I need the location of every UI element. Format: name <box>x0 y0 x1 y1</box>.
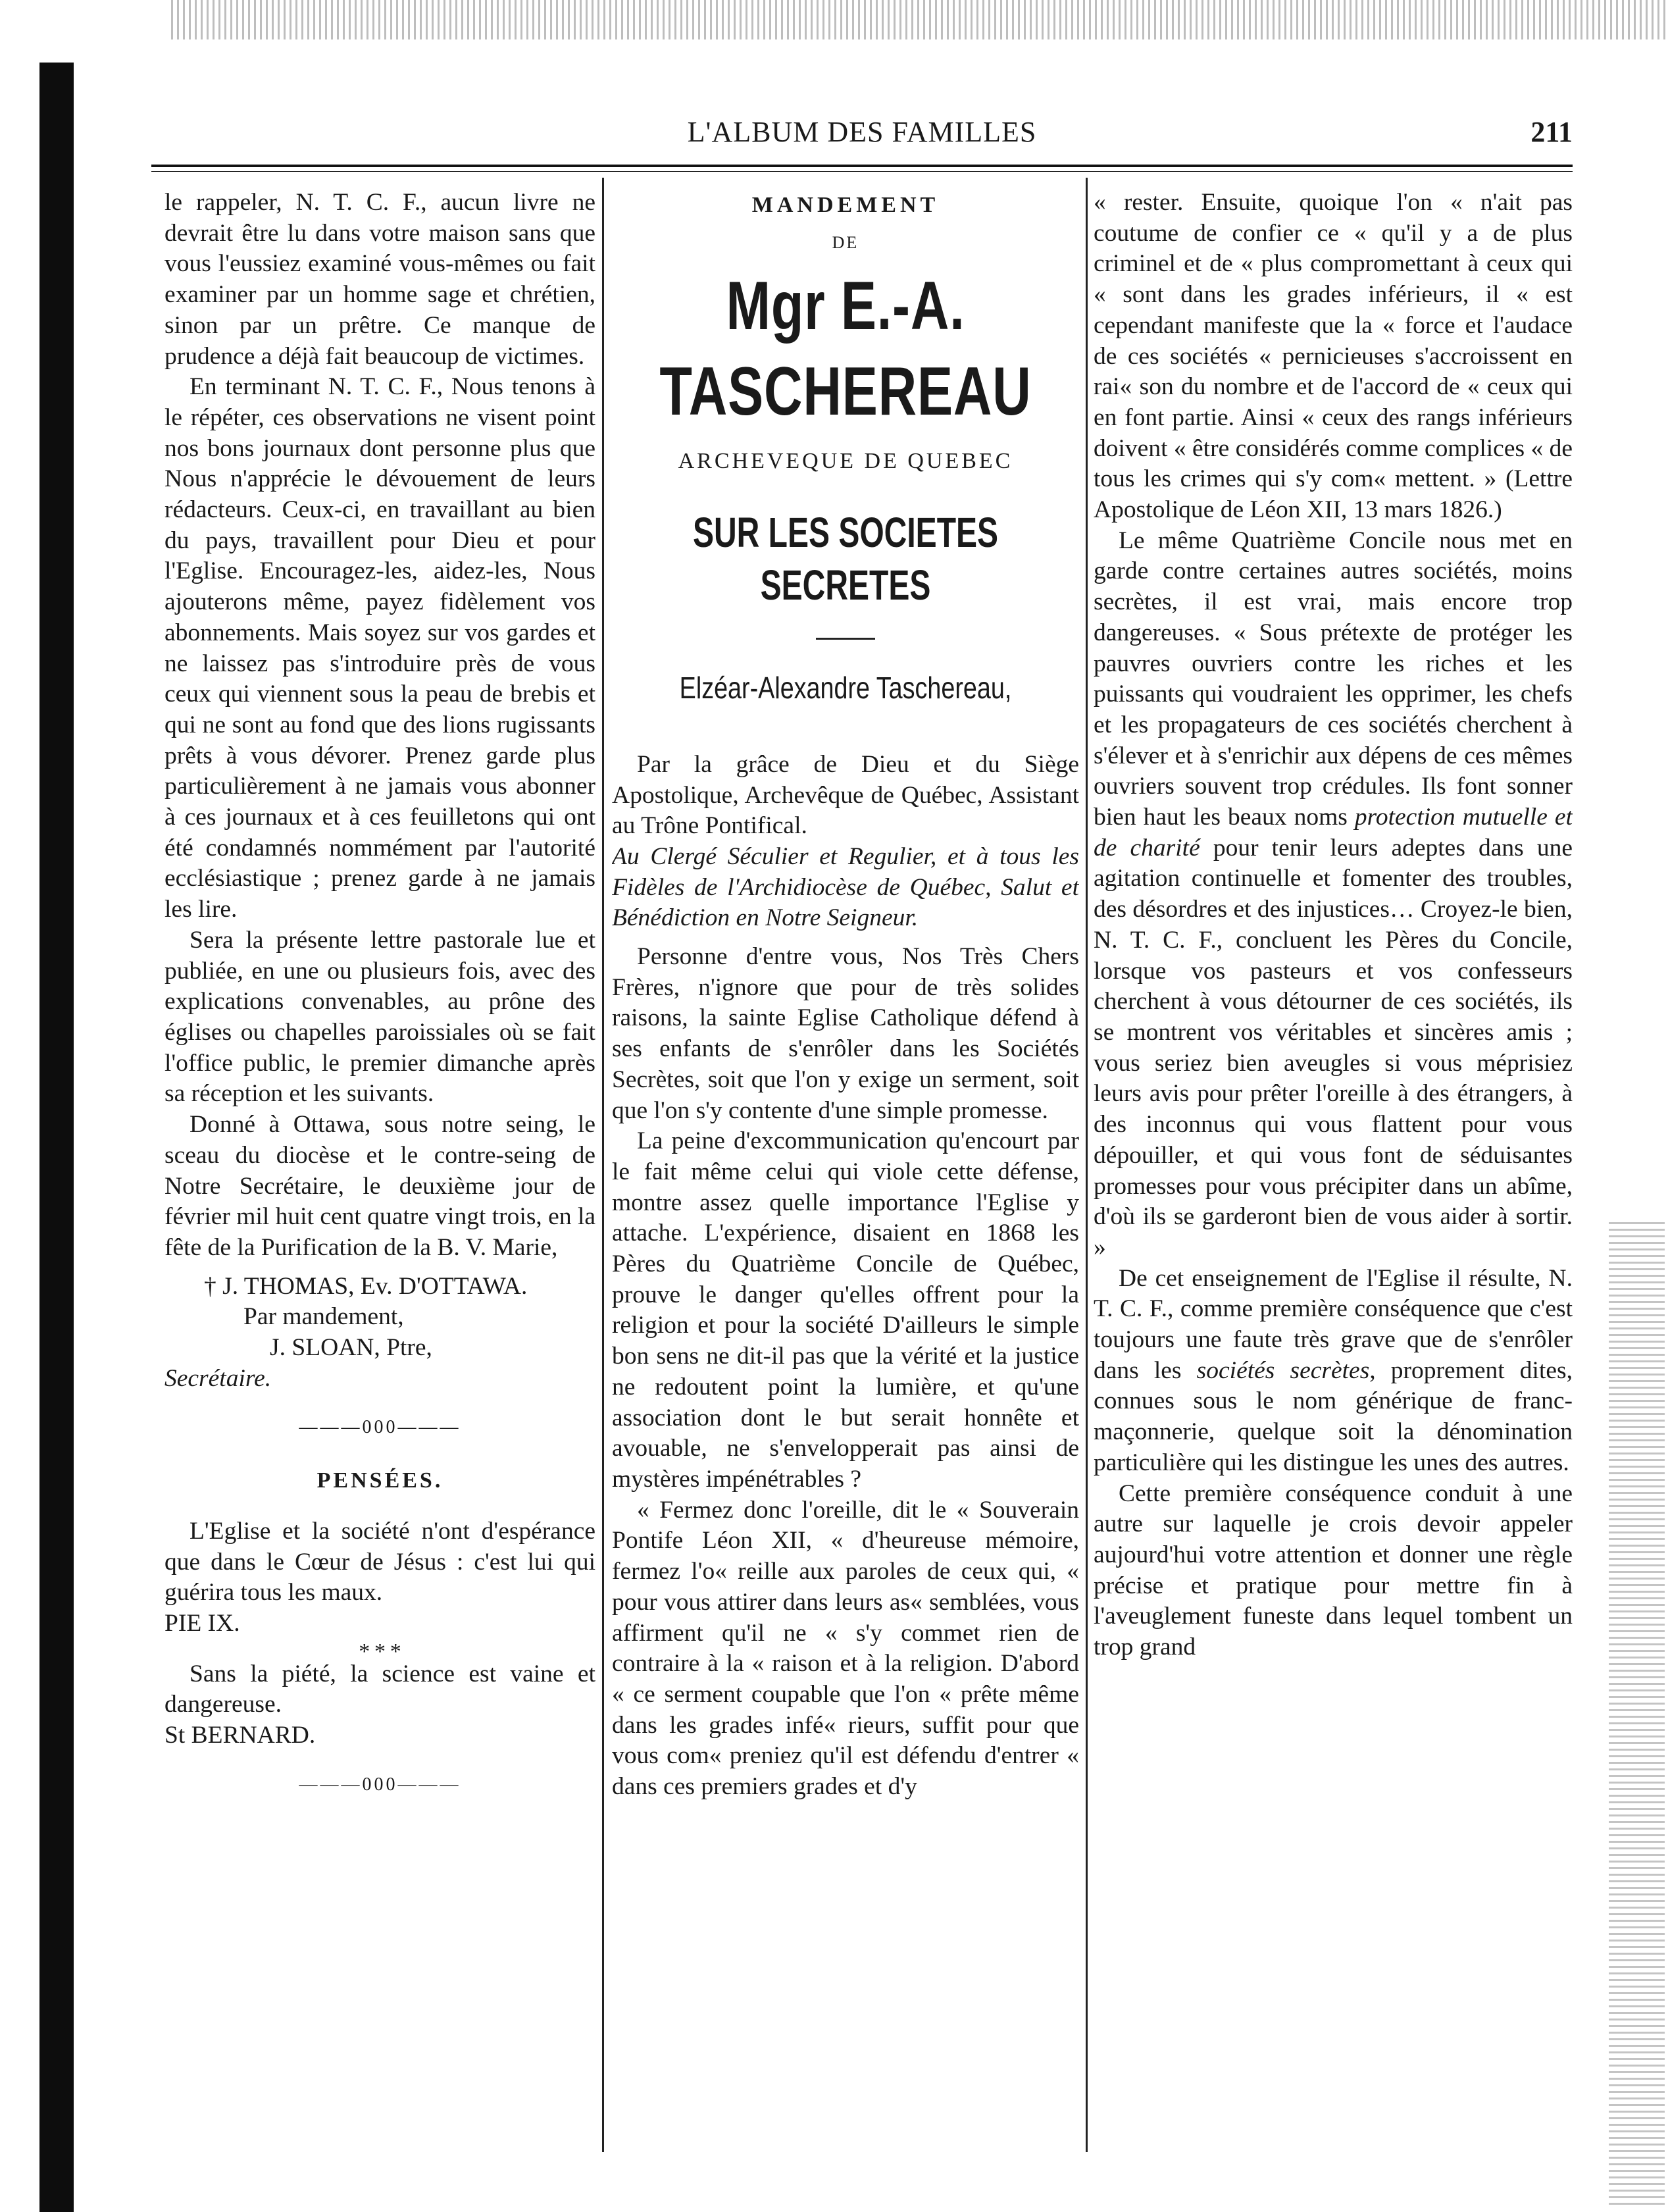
text-run: proprement dites, connues sous le nom générique de franc-maçonnerie, quelque soit la dénomination particulière qui les distingue les unes des autres. <box>1094 1356 1573 1476</box>
scan-right-edge <box>1609 1218 1665 2205</box>
running-title: L'ALBUM DES FAMILLES <box>687 116 1037 148</box>
paragraph: Sera la présente lettre pastorale lue et publiée, en une ou plusieurs fois, avec des explications convenables, au prône des églises ou chapelles paroissiales où se fait l'office public, le premier dimanche après sa réception et les suivants. <box>164 926 595 1108</box>
italic-phrase: protection mutuelle et de charité <box>1094 804 1573 862</box>
paragraph: Personne d'entre vous, Nos Très Chers Frères, n'ignore que pour de très solides raisons, la sainte Eglise Catholique défend à ses enfants de s'enrôler dans les Sociétés Secrètes, soit que l'on y exige un serment, soit que l'on s'y contente d'une simple promesse. <box>612 943 1079 1124</box>
archbishop-signature: Elzéar-Alexandre Taschereau, <box>679 671 1012 706</box>
text-run: Le même Quatrième Concile nous met en garde contre certaines autres sociétés, moins secrètes, il est vrai, mais encore trop dangereuses. « Sous prétexte de protéger les pauvres ouvriers contre les riches et les puissants qui voudraient les opprimer, les chefs et les propagateurs de ces sociétés cherchent à s'élever et à s'enrichir aux dépens de ces mêmes ouvriers souvent trop crédules. Ils font sonner bien haut les beaux noms <box>1094 527 1573 831</box>
paragraph: « rester. Ensuite, quoique l'on « n'ait pas coutume de confier ce « qu'il y a de plus criminel et de « plus compromettant à ceux qui « sont dans les grades inférieurs, il « est cependant manifeste que la « force et l'audace de ces sociétés « pernicieuses s'accroissent en rai« son du nombre et de l'accord de « ceux qui en font partie. Ainsi « ceux des rangs inférieurs doivent « être considérés comme complices « de tous les crimes qui s'y com« mettent. » (Lettre Apostolique de Léon XII, 13 mars 1826.) <box>1094 189 1573 524</box>
page-header <box>151 109 1573 161</box>
middle-column <box>612 188 1079 2178</box>
archbishop-name: Mgr E.-A. TASCHEREAU <box>659 268 1032 430</box>
paragraph: En terminant N. T. C. F., Nous tenons à le répéter, ces observations ne visent point nos bons journaux dont personne plus que Nous n'apprécie le dévouement de leurs rédacteurs. Ceux-ci, en travaillant au bien du pays, travaillent pour Dieu et pour l'Eglise. Encouragez-les, aidez-les, Nous ajouterons même, payez fidèlement vos abonnements. Mais soyez sur vos gardes et ne laissez pas s'introduire près de vous ceux qui viennent sous la peau de brebis et qui ne sont au fond que des lions rugissants prêts à vous dévorer. Prenez garde plus particulièrement à ne jamais vous abonner à ces journaux et à ces feuilletons qui ont été condamnés nommément par l'autorité ecclésiastique ; prenez garde à ne jamais les lire. <box>164 373 595 923</box>
archbishop-title: ARCHEVEQUE DE QUEBEC <box>678 449 1013 474</box>
separator-dash <box>816 638 875 640</box>
signature: † J. THOMAS, Ev. D'OTTAWA. <box>204 1272 528 1300</box>
page-number: 211 <box>1530 116 1573 148</box>
quote-author: PIE IX. <box>164 1609 240 1637</box>
header-rule-thin <box>151 171 1573 172</box>
header-rule <box>151 165 1573 167</box>
scan-top-edge <box>171 0 1668 39</box>
ornament: ———000——— <box>299 1774 461 1795</box>
par-mandement: Par mandement, <box>243 1303 404 1331</box>
section-title: PENSÉES. <box>316 1468 443 1493</box>
text-run: pour tenir leurs adeptes dans une agitation continuelle et fomenter des troubles, des désordres et des injustices… Croyez-le bien, N. T. C. F., concluent les Pères du Concile, lorsque vos pasteurs et vos confesseurs cherchent à vous détourner de ces sociétés, ils se montrent vos véritables et sincères amis ; vous seriez bien aveugles si vous méprisiez leurs avis pour prêter l'oreille à des étrangers, à des inconnus qui vous flattent pour vous dépouiller, et qui vous font de séduisantes promesses pour vous précipiter dans un abîme, d'où ils se garderont bien de vous aider à sortir. » <box>1094 834 1573 1261</box>
asterism: * * * <box>359 1639 401 1664</box>
right-column <box>1094 188 1573 2178</box>
mandement-de: DE <box>832 232 859 252</box>
secretary-title: Secrétaire. <box>164 1364 272 1392</box>
column-divider <box>1086 178 1088 2152</box>
column-divider <box>602 178 604 2152</box>
quote-author: St BERNARD. <box>164 1722 316 1749</box>
mandement-subject: SUR LES SOCIETES SECRETES <box>692 509 999 609</box>
paragraph <box>1094 1264 1573 1479</box>
text-run: De cet enseignement de l'Eglise il résulte, N. T. C. F., comme première conséquence que c'est toujours une faute très grave que de s'enrôler dans les <box>1094 1264 1573 1384</box>
paragraph: Par la grâce de Dieu et du Siège Apostolique, Archevêque de Québec, Assistant au Trône Pontifical. <box>612 750 1079 840</box>
address: Au Clergé Séculier et Regulier, et à tous les Fidèles de l'Archidiocèse de Québec, Salut et Bénédiction en Notre Seigneur. <box>612 842 1079 932</box>
paragraph: Donné à Ottawa, sous notre seing, le sceau du diocèse et le contre-seing de Notre Secrétaire, le deuxième jour de février mil huit cent quatre vingt trois, en la fête de la Purification de la B. V. Marie, <box>164 1111 595 1261</box>
left-column <box>164 188 595 2178</box>
ornament: ———000——— <box>299 1417 461 1438</box>
scan-left-binding <box>39 63 74 2212</box>
paragraph: La peine d'excommunication qu'encourt par le fait même celui qui viole cette défense, montre assez quelle importance l'Eglise y attache. L'expérience, disaient en 1868 les Pères du Quatrième Concile de Québec, prouve le danger qu'elles offrent pour la religion et pour la société D'ailleurs le simple bon sens ne dit-il pas que la vérité et la justice ne redoutent point la lumière, et qu'une association dont le but serait honnête et avouable, ne s'envelopperait pas ainsi de mystères impénétrables ? <box>612 1127 1079 1493</box>
italic-phrase: sociétés secrètes, <box>1196 1356 1376 1384</box>
paragraph <box>1094 526 1573 1264</box>
secretary-name: J. SLOAN, Ptre, <box>270 1334 432 1362</box>
quote: Sans la piété, la science est vaine et dangereuse. <box>164 1660 595 1718</box>
paragraph: Cette première conséquence conduit à une autre sur laquelle je crois devoir appeler aujourd'hui votre attention et donner une règle précise et pratique pour mettre fin à l'aveuglement funeste dans lequel tombent un trop grand <box>1094 1479 1573 1661</box>
paragraph: le rappeler, N. T. C. F., aucun livre ne devrait être lu dans votre maison sans que vous l'eussiez examiné vous-mêmes ou fait examiner par un homme sage et chrétien, sinon par un prêtre. Ce manque de prudence a déjà fait beaucoup de victimes. <box>164 189 595 370</box>
mandement-heading: MANDEMENT <box>751 193 940 217</box>
quote: L'Eglise et la société n'ont d'espérance que dans le Cœur de Jésus : c'est lui qui guérira tous les maux. <box>164 1517 595 1607</box>
paragraph: « Fermez donc l'oreille, dit le « Souverain Pontife Léon XII, « d'heureuse mémoire, fermez l'o« reille aux paroles de ceux qui, « pour vous attirer dans leurs as« semblées, vous affirment qu'il ne « s'y commet rien de contraire à la « raison et à la religion. D'abord « ce serment coupable que l'on « prête même dans les grades infé« rieurs, suffit pour que vous com« preniez qu'il est défendu d'entrer « dans ces premiers grades et d'y <box>612 1496 1079 1801</box>
